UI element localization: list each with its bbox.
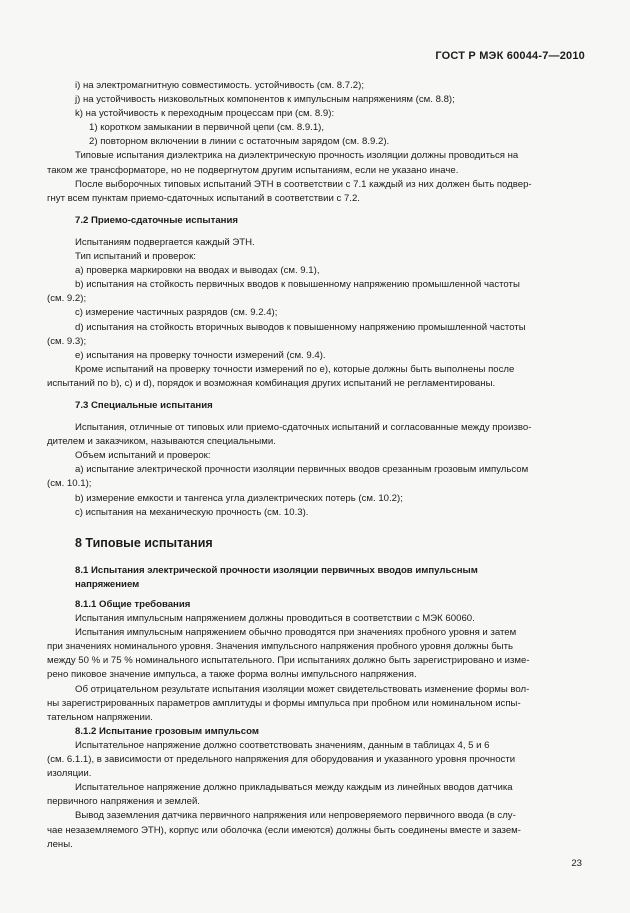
section-7-3-body — [47, 421, 585, 520]
section-7-2-heading: 7.2 Приемо-сдаточные испытания — [75, 214, 238, 226]
text-line: b) испытания на стойкость первичных вводов к повышенному напряжению промышленной частоты — [75, 279, 520, 291]
section-8-1-heading — [47, 564, 585, 592]
text-line: между 50 % и 75 % номинального испытательного. При испытаниях должно быть зарегистрировано и изме- — [47, 655, 530, 667]
text-line: a) проверка маркировки на вводах и выводах (см. 9.1), — [75, 265, 320, 277]
text-line: После выборочных типовых испытаний ЭТН в соответствии с 7.1 каждый из них должен быть подвер- — [75, 178, 532, 190]
text-line: k) на устойчивость к переходным процессам при (см. 8.9): — [75, 108, 335, 120]
text-line: испытаний по b), c) и d), порядок и возможная комбинация других испытаний не регламентированы. — [47, 377, 496, 389]
text-line: тательном напряжении. — [47, 711, 153, 723]
text-line: Испытания импульсным напряжением обычно проводятся при значениях пробного уровня и затем — [75, 627, 517, 639]
text-line: Испытаниям подвергается каждый ЭТН. — [75, 236, 255, 248]
text-line: таком же трансформаторе, но не подвергнутом другим испытаниям, если не указано иначе. — [47, 164, 459, 176]
text-line: дителем и заказчиком, называются специальными. — [47, 436, 276, 448]
text-line: (см. 6.1.1), в зависимости от предельного напряжения для оборудования и указанного уровня прочности — [47, 754, 516, 766]
text-line: 1) коротком замыкании в первичной цепи (см. 8.9.1), — [89, 122, 325, 134]
text-line: (см. 9.2); — [47, 293, 87, 305]
text-line: Об отрицательном результате испытания изоляции может свидетельствовать изменение формы вол- — [75, 683, 530, 695]
text-line: c) измерение частичных разрядов (см. 9.2.4); — [75, 307, 278, 319]
text-line: (см. 9.3); — [47, 335, 87, 347]
section-8-heading: 8 Типовые испытания — [75, 535, 213, 550]
text-line: Испытательное напряжение должно прикладываться между каждым из линейных вводов датчика — [75, 782, 513, 794]
section-8-1-2-body — [47, 739, 585, 852]
text-line: Объем испытаний и проверок: — [75, 450, 211, 462]
heading-line: напряжением — [75, 578, 140, 590]
page-number: 23 — [571, 858, 582, 869]
text-line: c) испытания на механическую прочность (см. 10.3). — [75, 506, 309, 518]
heading-line: 8.1 Испытания электрической прочности изоляции первичных вводов импульсным — [75, 564, 478, 576]
text-line: Кроме испытаний на проверку точности измерений по е), которые должны быть выполнены после — [75, 363, 515, 375]
section-8-1-2-heading: 8.1.2 Испытание грозовым импульсом — [75, 725, 259, 737]
text-line: изоляции. — [47, 768, 92, 780]
section-8-1-1-body — [47, 612, 585, 725]
text-line: Типовые испытания диэлектрика на диэлектрическую прочность изоляции должны проводиться на — [75, 150, 519, 162]
test-list-top — [47, 79, 585, 121]
text-line: первичного напряжения и землей. — [47, 796, 200, 808]
page-header: ГОСТ Р МЭК 60044-7—2010 — [435, 50, 585, 62]
page-content — [47, 79, 585, 852]
text-line: e) испытания на проверку точности измерений (см. 9.4). — [75, 349, 326, 361]
section-7-3-heading: 7.3 Специальные испытания — [75, 399, 213, 411]
text-line: Тип испытаний и проверок: — [75, 251, 196, 263]
test-list-sub — [47, 121, 585, 149]
text-line: Вывод заземления датчика первичного напряжения или непроверяемого первичного ввода (в слу- — [75, 810, 516, 822]
text-line: рено пиковое значение импульса, а также форма волны импульсного напряжения. — [47, 669, 417, 681]
text-line: 2) повторном включении в линии с остаточным зарядом (см. 8.9.2). — [89, 136, 390, 148]
section-7-2-body — [47, 236, 585, 391]
text-line: лены. — [47, 838, 73, 850]
text-line: Испытания, отличные от типовых или приемо-сдаточных испытаний и согласованные между произво- — [75, 422, 532, 434]
text-line: Испытания импульсным напряжением должны проводиться в соответствии с МЭК 60060. — [75, 613, 475, 625]
text-line: j) на устойчивость низковольтных компонентов к импульсным напряжениям (см. 8.8); — [75, 94, 455, 106]
text-line: i) на электромагнитную совместимость. устойчивость (см. 8.7.2); — [75, 80, 364, 91]
text-line: ны зарегистрированных параметров амплитуды и формы импульса при пробном или номинальном испы- — [47, 697, 521, 709]
para-sample — [47, 178, 585, 206]
text-line: (см. 10.1); — [47, 478, 92, 490]
text-line: при значениях номинального уровня. Значения импульсного напряжения пробного уровня должны быть — [47, 641, 513, 653]
text-line: b) измерение емкости и тангенса угла диэлектрических потерь (см. 10.2); — [75, 492, 403, 504]
text-line: a) испытание электрической прочности изоляции первичных вводов срезанным грозовым импульсом — [75, 464, 529, 476]
section-8-1-1-heading: 8.1.1 Общие требования — [75, 599, 191, 610]
text-line: Испытательное напряжение должно соответствовать значениям, данным в таблицах 4, 5 и 6 — [75, 739, 490, 751]
para-dielectric — [47, 149, 585, 177]
text-line: d) испытания на стойкость вторичных выводов к повышенному напряжению промышленной частоты — [75, 321, 526, 333]
text-line: гнут всем пунктам приемо-сдаточных испытаний в соответствии с 7.2. — [47, 192, 360, 204]
text-line: чае незаземляемого ЭТН), корпус или оболочка (если имеются) должны быть соединены вместе и зазем- — [47, 824, 521, 836]
